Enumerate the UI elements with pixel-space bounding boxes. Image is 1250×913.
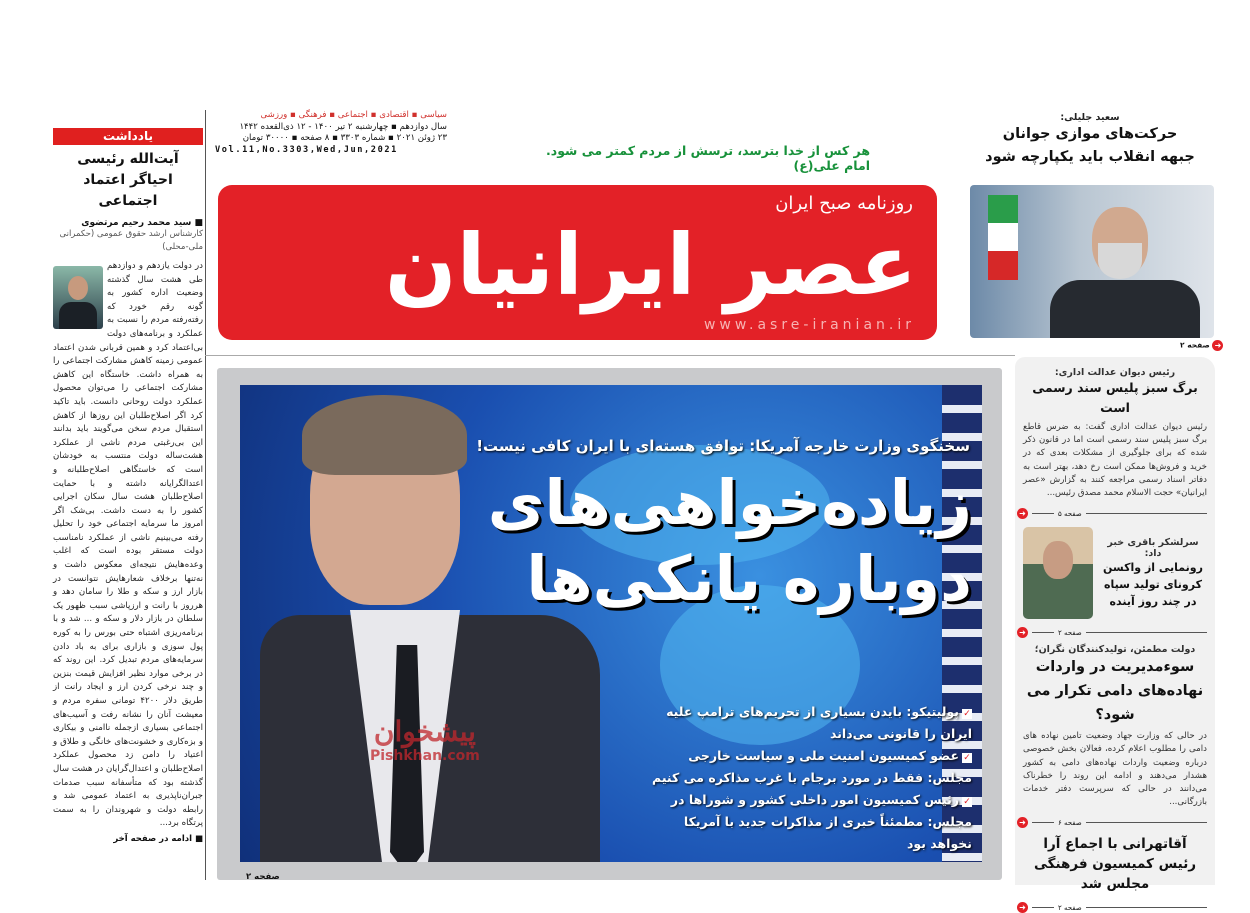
top-story[interactable] xyxy=(965,112,1215,169)
watermark-en: Pishkhan.com xyxy=(370,748,480,764)
lead-kicker: سخنگوی وزارت خارجه آمریکا: توافق هسته‌ای با ایران کافی نیست! xyxy=(476,437,970,455)
arrow-icon: ➜ xyxy=(1017,508,1028,519)
story-body: در حالی که وزارت جهاد وضعیت تامین نهاده های دامی را مطلوب اعلام کرده، فعالان بخش خصوصی درباره وضعیت واردات نهاده‌های دامی به کشور هشدار می‌دهند و ادامه این روند را خطرناک می‌دانند در حالی که سرپرست دفتر خدمات بازرگانی... xyxy=(1023,731,1207,808)
check-icon: ✓ xyxy=(963,797,971,807)
date-line-1: سال دوازدهم ▪ چهارشنبه ۲ تیر ۱۴۰۰ - ۱۲ ذی‌القعده ۱۴۴۲ xyxy=(239,121,447,132)
opinion-title-line1: آیت‌الله رئیسی xyxy=(77,151,179,167)
page-ref-text: صفحه ۲ xyxy=(1058,903,1082,912)
jalili-suit xyxy=(1050,280,1200,338)
logo-tagline: روزنامه صبح ایران xyxy=(775,193,913,214)
page-ref[interactable] xyxy=(1017,627,1207,638)
arrow-icon: ➜ xyxy=(1017,627,1028,638)
logo-name: عصر ایرانیان xyxy=(384,216,917,314)
story-headline: سوءمدیریت در واردات xyxy=(1035,659,1195,676)
arrow-icon: ➜ xyxy=(1017,902,1028,913)
opinion-body xyxy=(53,260,203,831)
iran-flag xyxy=(988,195,1018,280)
issue-info xyxy=(215,110,447,156)
watermark-fa: پیشخوان xyxy=(373,715,476,748)
masthead-quote: هر کس از خدا بترسد، ترسش از مردم کمتر می شود. امام علی(ع) xyxy=(546,143,870,173)
opinion-body-text: در دولت یازدهم و دوازدهم طی هشت سال گذشته وضعیت اداره کشور به گونه رقم خورد که رفته‌رفته مردم را نسبت به عملکرد و برنامه‌های دولت بی‌اعتماد کرد و همین قربانی شدن اعتماد عمومی زمینه کاهش مشارکت اجتماعی را به همراه داشت. خاستگاه این کاهش مشارکت اجتماعی را می‌توان محصول عملکرد دولت روحانی دانست. باید تاکید کرد اگر اصلاح‌طلبان این روزها از کاهش استقبال مردم سخن می‌گویند باید بدانند این بی‌رغبتی مردم ناشی از عملکرد هشت‌ساله دولت منتسب به خودشان است که خاستگاهی اصلاح‌طلبانه و اعتدالگرایانه داشته و با حمایت اصلاح‌طلبان هشت سال سکان اجرایی کشور را به دست داشت. بی‌شک اگر امروز ما سرمایه اجتماعی خود را تحلیل رفته می‌بینیم ناشی از عملکرد نامناسب دولت مستقر بوده است که اغلب وعده‌هایش نتیجه‌ای معکوس داشت و نه‌تنها برخلاف شعارهایش نتوانست در بازار ارز و سکه و طلا را سامان دهد و هرروز با رانت و ارزپاشی سبب ظهور یک سلطان در بازار دلار و سکه و ... شد و با برنامه‌ریزی اشتباه حتی بورس را به کوره پول سوزی و بازاری برای به باد دادن سرمایه‌های مردم تبدیل کرد. این روند که در برخی موارد نظیر افزایش قیمت بنزین و چند نرخی کردن ارز و ایجاد رانت از طریق دلار ۴۲۰۰ تومانی سفره مردم و معیشت آنان را نشانه رفت و آسیب‌های اجتماعی بسیاری ازجمله ناامنی و بیکاری و بزه‌کاری و خشونت‌های خانگی و طلاق و اعتیاد را دامن زد محصول عملکرد اصلاح‌طلبان و اعتدال‌گرایان در هشت سال گذشته بود که متأسفانه سبب صدمات جبران‌ناپذیری به اعتماد عمومی شد و رابطه دولت و شهروندان را به سمت پرتگاه برد... xyxy=(53,261,203,829)
story-kicker: دولت مطمئن، تولیدکنندگان نگران؛ xyxy=(1034,644,1196,656)
opinion-label: یادداشت xyxy=(53,128,203,145)
arrow-icon: ➜ xyxy=(1017,817,1028,828)
sidebar-story-commission[interactable] xyxy=(1023,834,1207,894)
column-divider xyxy=(205,110,206,880)
lead-page-ref[interactable]: صفحه ۲ xyxy=(246,872,280,882)
page-ref[interactable] xyxy=(1017,817,1207,828)
date-line-english: Vol.11,No.3303,Wed,Jun,2021 xyxy=(215,144,398,155)
sections-line: سیاسی ▪ اقتصادی ▪ اجتماعی ▪ فرهنگی ▪ ورزشی xyxy=(260,110,447,120)
continued-link[interactable]: ■ ادامه در صفحه آخر xyxy=(113,833,203,844)
opinion-author: ■ سید محمد رحیم مرتضوی xyxy=(81,218,203,228)
page-ref-text: صفحه ۲ xyxy=(1180,340,1210,350)
page-ref-text: صفحه ۲ xyxy=(1058,628,1082,637)
sidebar-story-court[interactable] xyxy=(1023,367,1207,500)
opinion-title-line2: احیاگر اعتماد اجتماعی xyxy=(83,172,173,209)
lead-bullet xyxy=(652,745,972,789)
top-story-kicker: سعید جلیلی: xyxy=(1060,112,1120,123)
pishkhan-watermark xyxy=(370,715,480,764)
top-story-page-ref[interactable] xyxy=(1180,340,1223,351)
sidebar-story-imports[interactable] xyxy=(1023,644,1207,809)
logo-url: www.asre-iranian.ir xyxy=(703,317,915,333)
newspaper-logo xyxy=(218,185,937,340)
opinion-column xyxy=(53,128,203,844)
lead-bullet xyxy=(652,701,972,745)
bagheri-photo xyxy=(1023,527,1093,619)
jalili-photo xyxy=(970,185,1214,338)
top-story-headline-2: جبهه انقلاب باید یکپارچه شود xyxy=(985,149,1195,165)
masthead-divider xyxy=(205,355,1015,356)
opinion-title[interactable] xyxy=(53,149,203,212)
news-sidebar xyxy=(1015,357,1215,913)
author-photo xyxy=(53,266,103,329)
page-ref-text: صفحه ۵ xyxy=(1058,509,1082,518)
spokesperson-hair xyxy=(302,395,467,475)
story-headline: برگ سبز پلیس سند رسمی است xyxy=(1032,380,1198,415)
opinion-author-role: کارشناس ارشد حقوق عمومی (حکمرانی ملی-محلی) xyxy=(59,229,203,252)
top-story-headline-1: حرکت‌های موازی جوانان xyxy=(1002,126,1178,142)
story-headline: نهاده‌های دامی تکرار می شود؟ xyxy=(1026,683,1204,724)
lead-bullet xyxy=(652,789,972,855)
story-body: رئیس دیوان عدالت اداری گفت: به ضرس قاطع برگ سبز پلیس سند رسمی است اما در قانون ذکر شده که برای جلوگیری از مشکلات بعدی که در خرید و فروش‌ها ممکن است رخ دهد، بهتر است به دفاتر اسناد رسمی مراجعه کنند به گزارش «عصر ایرانیان» حجت الاسلام محمد مصدق رئیس... xyxy=(1023,422,1207,499)
story-headline: آقاتهرانی با اجماع آرا xyxy=(1043,836,1187,853)
sidebar-story-vaccine[interactable] xyxy=(1023,527,1207,619)
check-icon: ✓ xyxy=(963,753,971,763)
lead-bullet-text: رئیس کمیسیون امور داخلی کشور و شوراها در مجلس: مطمئناً خبری از مذاکرات جدید با آمریکا نخواهد بود xyxy=(670,792,972,851)
lead-bullet-text: عضو کمیسیون امنیت ملی و سیاست خارجی مجلس: فقط در مورد برجام با غرب مذاکره می کنیم xyxy=(652,748,972,785)
lead-headline[interactable]: زیاده‌خواهی‌های دوباره یانکی‌ها xyxy=(487,466,972,615)
story-kicker: رئیس دیوان عدالت اداری: xyxy=(1054,367,1176,378)
date-line-2: ۲۳ ژوئن ۲۰۲۱ ▪ شماره ۳۳۰۳ ▪ ۸ صفحه ▪ ۳۰۰۰۰ تومان xyxy=(242,133,447,143)
page-ref[interactable] xyxy=(1017,902,1207,913)
lead-bullet-text: پولیتیکو: بایدن بسیاری از تحریم‌های ترامپ علیه ایران را قانونی می‌داند xyxy=(666,704,972,741)
jalili-beard xyxy=(1098,243,1142,279)
story-headline: رئیس کمیسیون فرهنگی مجلس شد xyxy=(1033,856,1197,893)
lead-story[interactable] xyxy=(240,385,982,862)
check-icon: ✓ xyxy=(963,709,971,719)
lead-bullets xyxy=(652,701,972,855)
page-ref[interactable] xyxy=(1017,508,1207,519)
story-headline: رونمایی از واکسن کرونای تولید سپاه در چند روز آینده xyxy=(1103,561,1203,609)
page-ref-text: صفحه ۶ xyxy=(1058,818,1082,827)
story-kicker: سرلشکر باقری خبر داد: xyxy=(1107,537,1199,560)
arrow-icon: ➜ xyxy=(1212,340,1223,351)
